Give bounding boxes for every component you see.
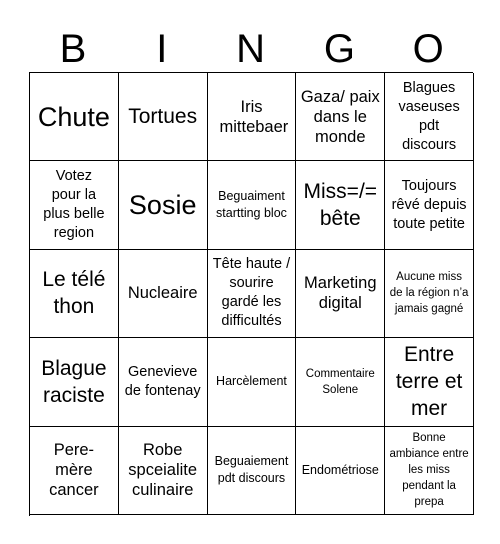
bingo-cell[interactable]: [208, 338, 297, 426]
header-letter-g: G: [323, 27, 355, 71]
bingo-cell[interactable]: [385, 338, 474, 426]
cell-text: Sosie: [128, 190, 197, 221]
bingo-cell[interactable]: [119, 161, 208, 249]
cell-text: Tête haute / sourire gardé les difficultés: [212, 256, 291, 330]
bingo-cell[interactable]: [30, 250, 119, 338]
bingo-cell[interactable]: [385, 427, 474, 515]
header-letter-n: N: [236, 27, 266, 71]
bingo-cell[interactable]: [296, 250, 385, 338]
cell-text: Harcèlement: [216, 374, 287, 389]
bingo-cell[interactable]: [119, 427, 208, 515]
header-letter-o: O: [412, 27, 444, 71]
bingo-cell[interactable]: [208, 250, 297, 338]
bingo-cell[interactable]: [30, 338, 119, 426]
cell-text: Blague raciste: [41, 356, 107, 407]
bingo-header: [29, 26, 473, 72]
cell-text: Gaza/ paix dans le monde: [300, 87, 380, 146]
cell-text: Blagues vaseuses pdt discours: [398, 79, 460, 153]
bingo-cell[interactable]: [30, 427, 119, 515]
bingo-cell[interactable]: [385, 73, 474, 161]
header-letter-b: B: [59, 27, 87, 71]
bingo-cell[interactable]: [296, 338, 385, 426]
cell-text: Robe spceialite culinaire: [128, 441, 198, 500]
cell-text: Beguaiement pdt discours: [214, 454, 289, 486]
cell-text: Genevieve de fontenay: [124, 363, 201, 399]
cell-text: Chute: [37, 101, 110, 132]
bingo-cell[interactable]: [119, 250, 208, 338]
bingo-cell[interactable]: [296, 161, 385, 249]
cell-text: Entre terre et mer: [395, 343, 463, 421]
cell-text: Votez pour la plus belle region: [43, 168, 105, 242]
cell-text: Commentaire Solene: [305, 367, 375, 396]
cell-text: Tortues: [128, 105, 198, 129]
bingo-cell[interactable]: [385, 250, 474, 338]
cell-text: Aucune miss de la région n’a jamais gagné: [389, 271, 469, 316]
cell-text: Toujours rêvé depuis toute petite: [391, 177, 467, 232]
cell-text: Miss=/= bête: [303, 180, 378, 231]
bingo-cell[interactable]: [296, 427, 385, 515]
bingo-cell[interactable]: [30, 161, 119, 249]
bingo-cell[interactable]: [30, 73, 119, 161]
bingo-cell[interactable]: [208, 427, 297, 515]
cell-text: Le télé thon: [42, 268, 106, 319]
bingo-cell[interactable]: [119, 73, 208, 161]
cell-text: Iris mittebaer: [219, 97, 289, 136]
bingo-cell[interactable]: [208, 73, 297, 161]
header-letter-i: I: [156, 27, 168, 71]
cell-text: Bonne ambiance entre les miss pendant la prepa: [389, 432, 469, 509]
cell-text: Nucleaire: [127, 284, 198, 303]
bingo-cell[interactable]: [208, 161, 297, 249]
bingo-cell[interactable]: [385, 161, 474, 249]
bingo-cell[interactable]: [119, 338, 208, 426]
bingo-cell[interactable]: [296, 73, 385, 161]
cell-text: Marketing digital: [304, 274, 377, 313]
bingo-grid: [29, 72, 473, 516]
cell-text: Pere-mère cancer: [49, 441, 99, 500]
cell-text: Beguaiment startting bloc: [216, 189, 287, 221]
cell-text: Endométriose: [301, 462, 379, 477]
